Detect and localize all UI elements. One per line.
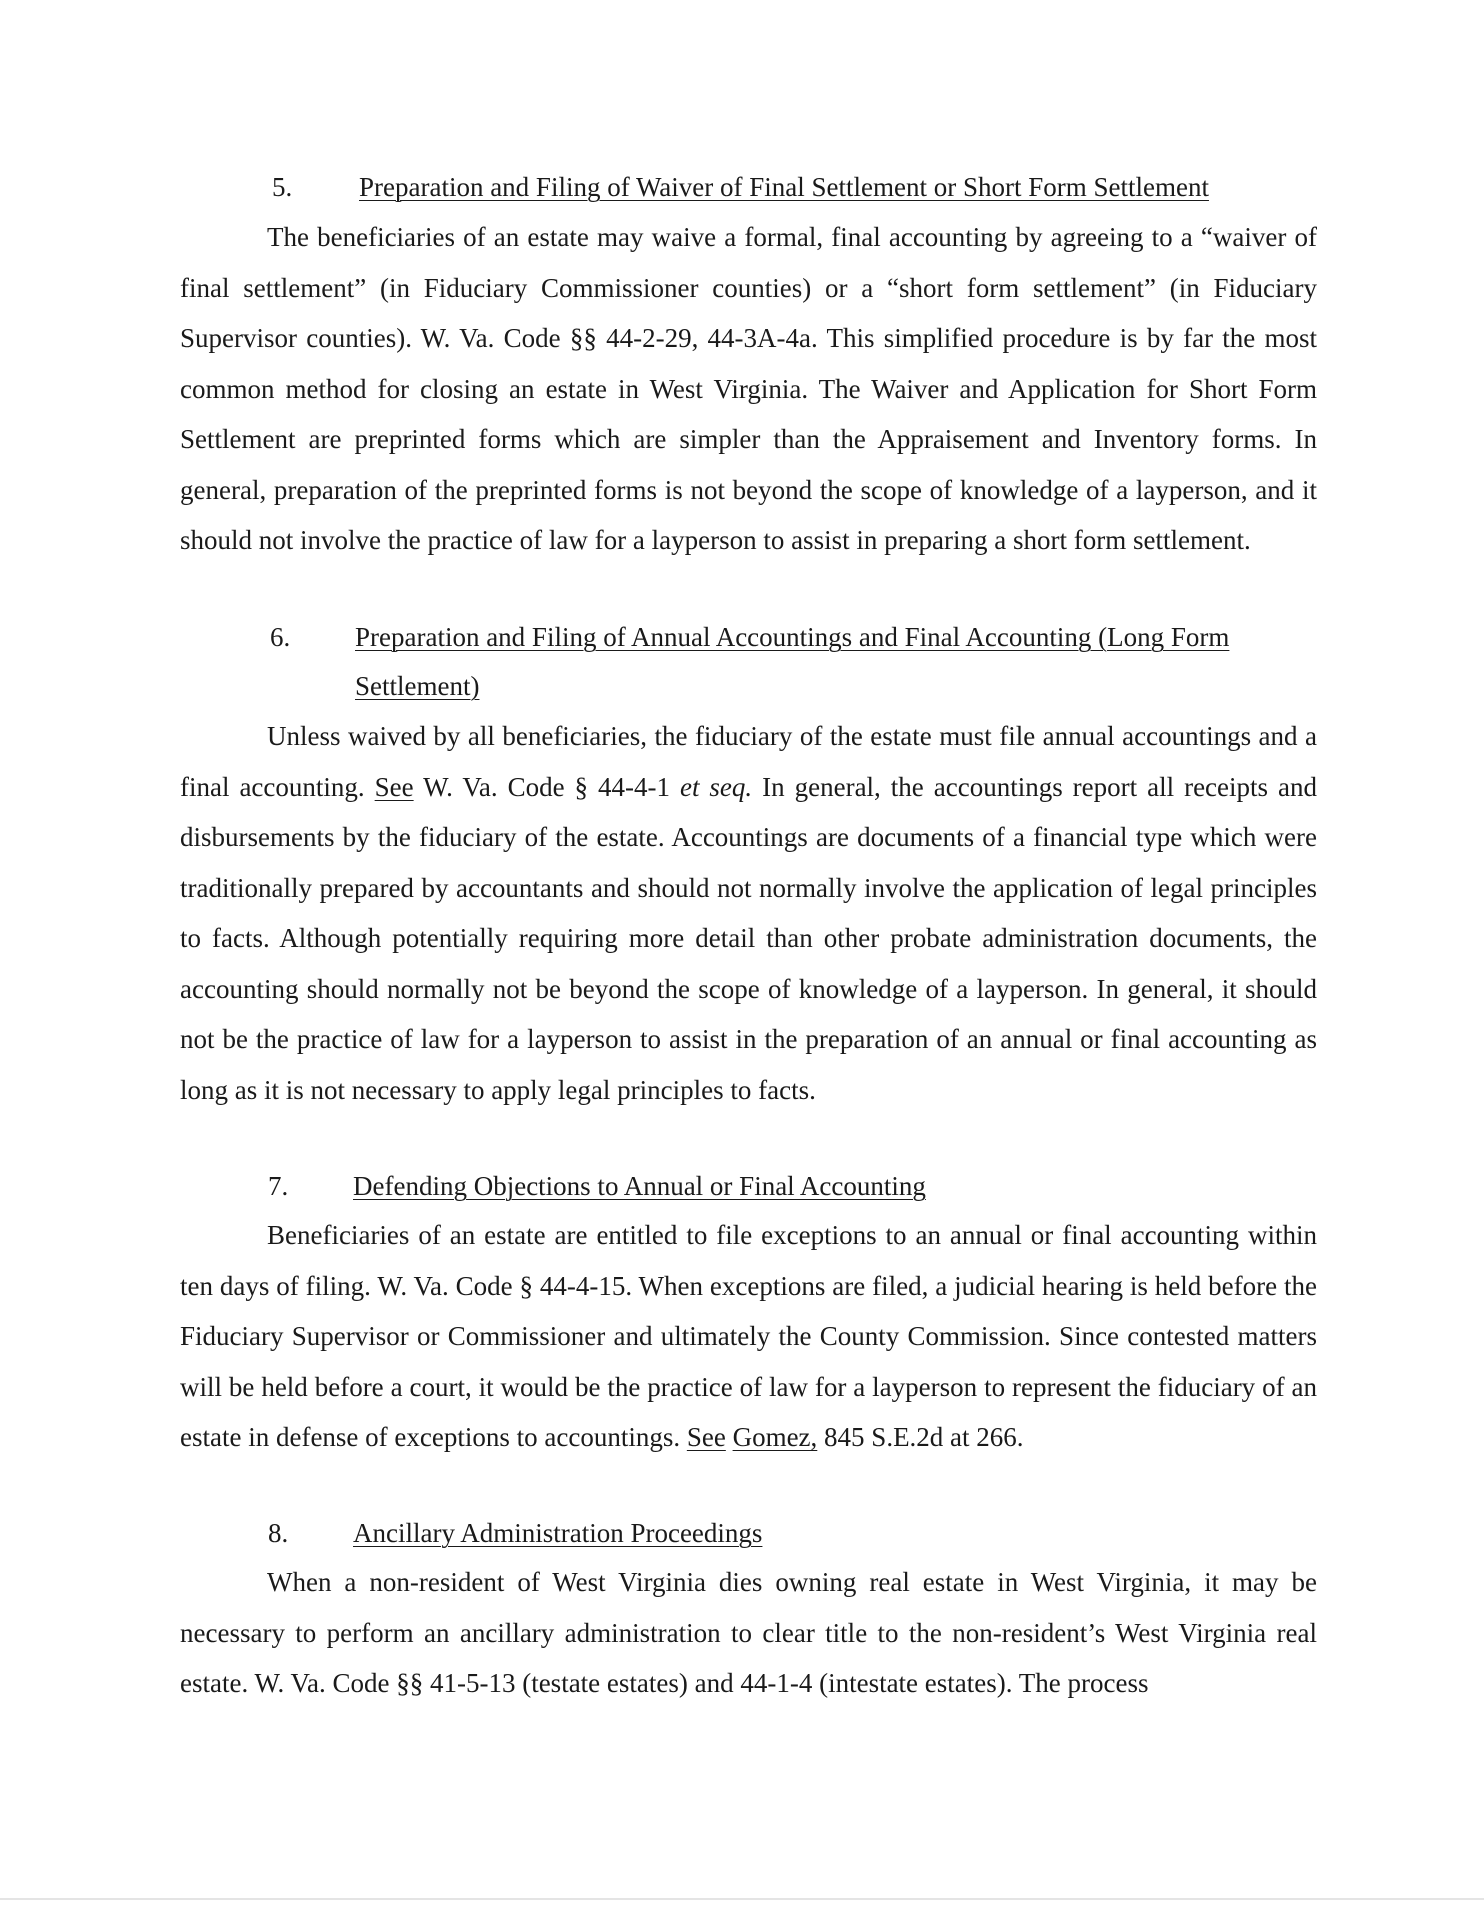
see-signal: See: [374, 771, 414, 802]
section-title: Ancillary Administration Proceedings: [353, 1518, 763, 1548]
section-6-paragraph: [180, 711, 1317, 1115]
section-number: 5.: [272, 172, 293, 202]
section-title: Defending Objections to Annual or Final Accounting: [353, 1171, 926, 1201]
section-number: 8.: [268, 1518, 289, 1548]
section-8-paragraph: When a non-resident of West Virginia dies owning real estate in West Virginia, it may be necessary to perform an ancillary administration to clear title to the non-resident’s West Virginia real estate. W. Va. Code §§ 41-5-13 (testate estates) and 44-1-4 (intestate estates). The process: [180, 1567, 1317, 1698]
section-title-line-1: Preparation and Filing of Annual Accountings and Final Accounting (Long Form: [355, 622, 1230, 652]
space: [726, 1422, 733, 1452]
et-seq: et seq.: [679, 771, 753, 802]
paragraph-text: W. Va. Code § 44-4-1: [413, 771, 680, 802]
section-5-paragraph: The beneficiaries of an estate may waive a formal, final accounting by agreeing to a “waiver of final settlement” (in Fiduciary Commissioner counties) or a “short form settlement” (in Fiduciary Supervisor counties). W. Va. Code §§ 44-2-29, 44-3A-4a. This simplified procedure is by far the most common method for closing an estate in West Virginia. The Waiver and Application for Short Form Settlement are preprinted forms which are simpler than the Appraisement and Inventory forms. In general, preparation of the preprinted forms is not beyond the scope of knowledge of a layperson, and it should not involve the practice of law for a layperson to assist in preparing a short form settlement.: [180, 222, 1317, 555]
paragraph-text: Beneficiaries of an estate are entitled to file exceptions to an annual or final accounting within ten days of filing. W. Va. Code § 44-4-15. When exceptions are filed, a judicial hearing is held before the Fiduciary Supervisor or Commissioner and ultimately the County Commission. Since contested matters will be held before a court, it would be the practice of law for a layperson to represent the fiduciary of an estate in defense of exceptions to accountings.: [180, 1220, 1317, 1452]
section-number: 7.: [268, 1171, 289, 1201]
section-number: 6.: [270, 622, 291, 652]
case-name: Gomez,: [732, 1422, 818, 1452]
scan-edge-line: [0, 1898, 1484, 1900]
paragraph-text: In general, the accountings report all receipts and disbursements by the fiduciary of the estate. Accountings are documents of a financial type which were traditionally prepared by accountants and should not normally involve the application of legal principles to facts. Although potentially requiring more detail than other probate administration documents, the accounting should normally not be beyond the scope of knowledge of a layperson. In general, it should not be the practice of law for a layperson to assist in the preparation of an annual or final accounting as long as it is not necessary to apply legal principles to facts.: [180, 771, 1317, 1105]
section-7-paragraph: [180, 1210, 1317, 1463]
see-signal: See: [686, 1422, 726, 1452]
paragraph-text: 845 S.E.2d at 266.: [817, 1422, 1024, 1452]
paragraph-text: Unless waived by all beneficiaries, the fiduciary of the estate must file annual accountings and a final accounting.: [180, 721, 1317, 802]
section-title: Preparation and Filing of Waiver of Final Settlement or Short Form Settlement: [359, 172, 1209, 202]
section-title-line-2: Settlement): [355, 671, 480, 701]
